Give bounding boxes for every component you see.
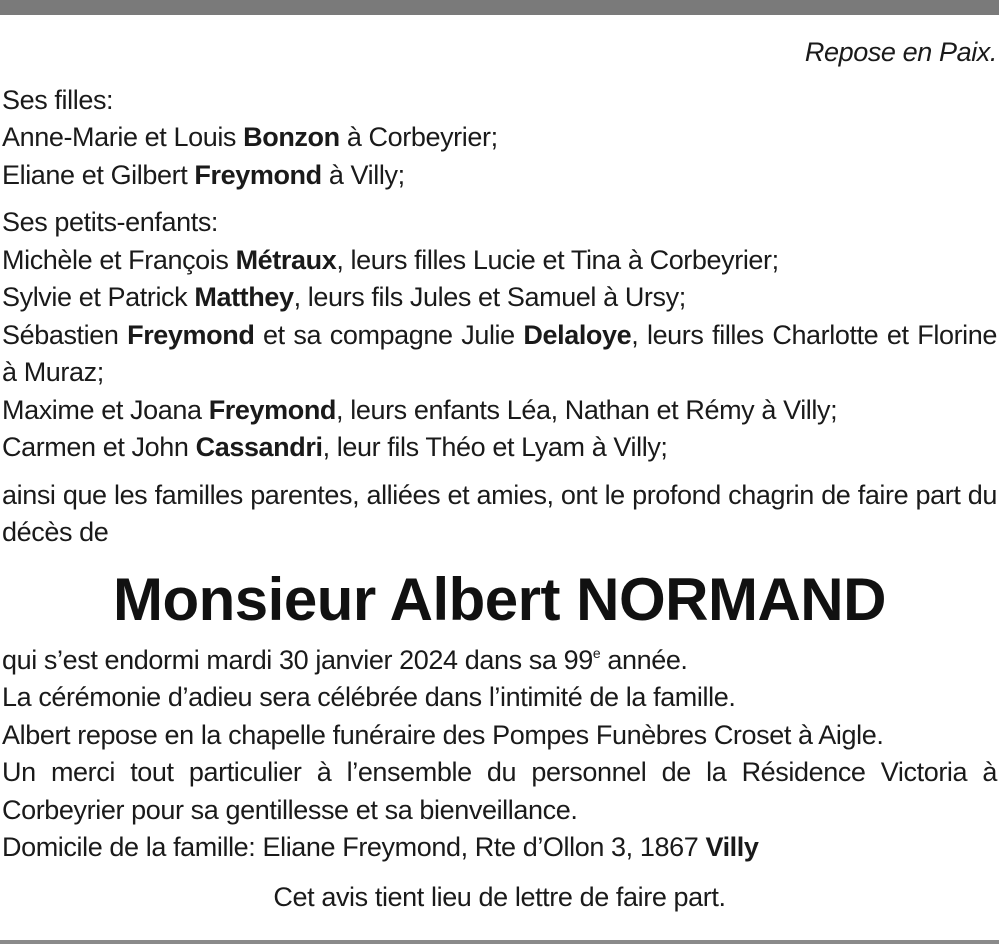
- closing-note: Cet avis tient lieu de lettre de faire part.: [273, 881, 726, 912]
- family-surname: Freymond: [127, 319, 255, 350]
- obituary-notice: [2, 34, 997, 916]
- family-surname: Freymond: [194, 159, 322, 190]
- grandchild-line: Sébastien Freymond et sa compagne Julie Delaloye, leurs filles Charlotte et Florine à Muraz;: [2, 319, 997, 387]
- daughter-line: Eliane et Gilbert Freymond à Villy;: [2, 159, 405, 190]
- epigraph: Repose en Paix.: [804, 37, 997, 67]
- chapel-line: Albert repose en la chapelle funéraire des Pompes Funèbres Croset à Aigle.: [2, 719, 884, 750]
- grandchild-line: Michèle et François Métraux, leurs filles Lucie et Tina à Corbeyrier;: [2, 244, 779, 275]
- details-section: [2, 642, 997, 867]
- family-surname: Cassandri: [195, 432, 323, 462]
- grandchildren-section: [2, 204, 997, 467]
- family-surname: Métraux: [235, 244, 337, 275]
- top-rule: [0, 0, 999, 15]
- family-surname: Matthey: [194, 282, 294, 312]
- grandchild-line: Maxime et Joana Freymond, leurs enfants Léa, Nathan et Rémy à Villy;: [2, 394, 838, 425]
- family-address-line: Domicile de la famille: Eliane Freymond, Rte d’Ollon 3, 1867 Villy: [2, 832, 759, 862]
- family-surname: Delaloye: [523, 319, 632, 350]
- announcement-text: ainsi que les familles parentes, alliées et amies, ont le profond chagrin de faire part du décès de: [2, 479, 997, 547]
- daughters-section: [2, 82, 997, 195]
- daughters-heading: Ses filles:: [2, 84, 114, 115]
- bottom-rule: [0, 940, 999, 944]
- ceremony-line: La cérémonie d’adieu sera célébrée dans l’intimité de la famille.: [2, 682, 736, 712]
- grandchild-line: Sylvie et Patrick Matthey, leurs fils Jules et Samuel à Ursy;: [2, 282, 686, 312]
- passing-date-line: qui s’est endormi mardi 30 janvier 2024 dans sa 99e année.: [2, 644, 688, 675]
- grandchildren-heading: Ses petits-enfants:: [2, 207, 219, 237]
- grandchild-line: Carmen et John Cassandri, leur fils Théo et Lyam à Villy;: [2, 432, 668, 462]
- thanks-paragraph: Un merci tout particulier à l’ensemble du personnel de la Résidence Victoria à Corbeyrier pour sa gentillesse et sa bienveillance.: [2, 757, 997, 825]
- deceased-name: Monsieur Albert NORMAND: [113, 565, 886, 633]
- family-surname: Freymond: [208, 394, 337, 425]
- family-surname: Bonzon: [243, 122, 340, 152]
- daughter-line: Anne-Marie et Louis Bonzon à Corbeyrier;: [2, 122, 498, 152]
